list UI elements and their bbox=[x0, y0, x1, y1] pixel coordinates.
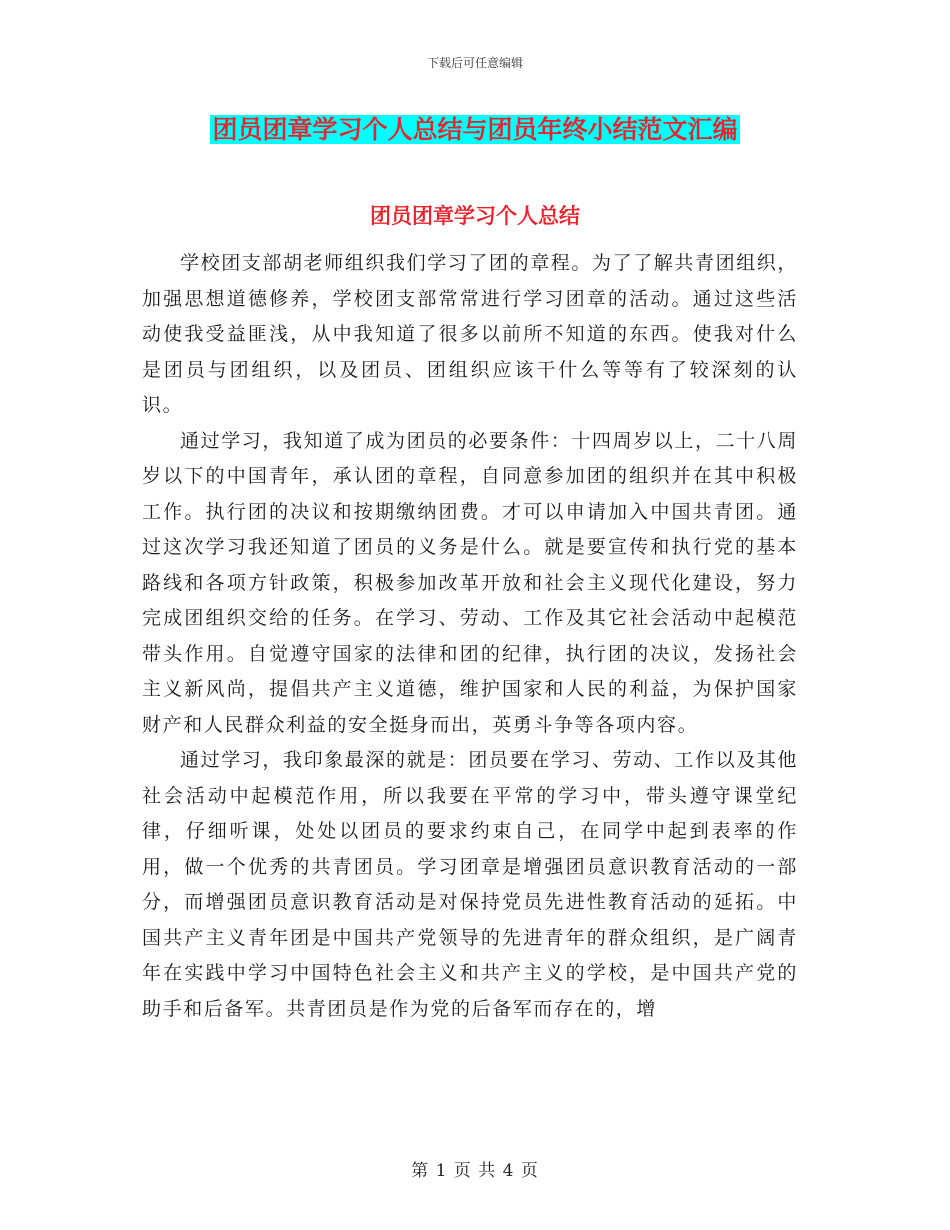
document-title bbox=[0, 112, 950, 148]
page-footer: 第 1 页 共 4 页 bbox=[411, 1161, 539, 1181]
paragraph-2: 通过学习，我知道了成为团员的必要条件：十四周岁以上，二十八周岁以下的中国青年，承认团的章程，自同意参加团的组织并在其中积极工作。执行团的决议和按期缴纳团费。才可以申请加入中国共青团。通过这次学习我还知道了团员的义务是什么。就是要宣传和执行党的基本路线和各项方针政策，积极参加改革开放和社会主义现代化建设，努力完成团组织交给的任务。在学习、劳动、工作及其它社会活动中起模范带头作用。自觉遵守国家的法律和团的纪律，执行团的决议，发扬社会主义新风尚，提倡共产主义道德，维护国家和人民的利益，为保护国家财产和人民群众利益的安全挺身而出，英勇斗争等各项内容。 bbox=[142, 429, 799, 736]
paragraph-1: 学校团支部胡老师组织我们学习了团的章程。为了了解共青团组织，加强思想道德修养，学校团支部常常进行学习团章的活动。通过这些活动使我受益匪浅，从中我知道了很多以前所不知道的东西。使我对什么是团员与团组织，以及团员、团组织应该干什么等等有了较深刻的认识。 bbox=[142, 252, 799, 416]
paragraph-3: 通过学习，我印象最深的就是：团员要在学习、劳动、工作以及其他社会活动中起模范作用，所以我要在平常的学习中，带头遵守课堂纪律，仔细听课，处处以团员的要求约束自己，在同学中起到表率的作用，做一个优秀的共青团员。学习团章是增强团员意识教育活动的一部分，而增强团员意识教育活动是对保持党员先进性教育活动的延拓。中国共产主义青年团是中国共产党领导的先进青年的群众组织，是广阔青年在实践中学习中国特色社会主义和共产主义的学校，是中国共产党的助手和后备军。共青团员是作为党的后备军而存在的，增 bbox=[142, 749, 799, 1020]
body-text bbox=[142, 246, 798, 1027]
section-title: 团员团章学习个人总结 bbox=[370, 204, 580, 228]
document-title-text: 团员团章学习个人总结与团员年终小结范文汇编 bbox=[212, 115, 738, 144]
header-note: 下载后可任意编辑 bbox=[426, 56, 523, 70]
